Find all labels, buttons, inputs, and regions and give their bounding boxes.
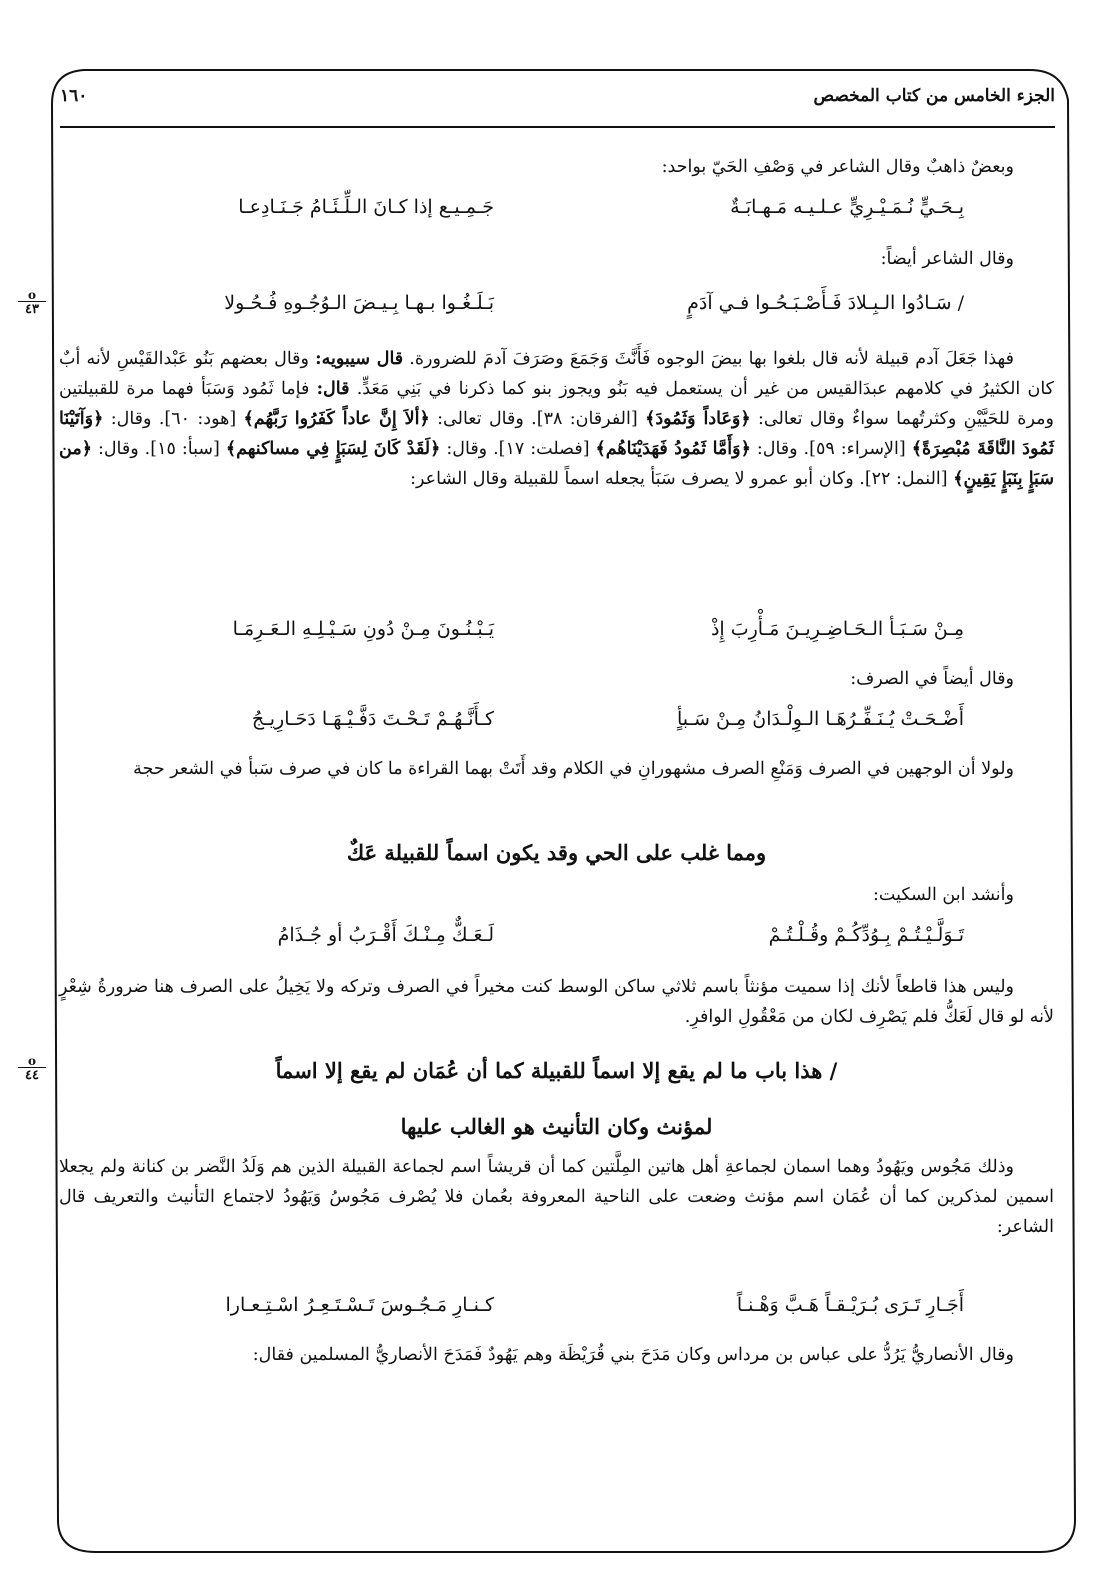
section-heading: / هذا باب ما لم يقع إلا اسماً للقبيلة كما أن عُمَان لم يقع إلا اسماً xyxy=(275,1058,838,1083)
verse xyxy=(59,1294,1054,1328)
verse-hemistich-second: لَـعَـكٌّ مِـنْـكَ أَقْـرَبُ أو جُـذَامُ xyxy=(277,924,494,946)
paragraph: وأنشد ابن السكيت: xyxy=(873,885,1014,905)
margin-page-marker: o ٤٤ xyxy=(14,1056,50,1083)
verse xyxy=(59,292,1054,326)
running-header xyxy=(60,86,1055,126)
section-heading: لمؤنث وكان التأنيث هو الغالب عليها xyxy=(400,1114,713,1139)
margin-page-marker: o ٤٣ xyxy=(14,290,50,317)
verse-hemistich-second: بَـلَـغُـوا بـهـا بِـيـضَ الـوُجُـوهِ فُـحُـولا xyxy=(224,292,494,314)
verse xyxy=(59,924,1054,958)
verse-hemistich-second: كـأَنَّـهُـمْ تَـحْـتَ دَفَّـيْـهَـا دَحَـارِيـجُ xyxy=(251,708,494,730)
page-number: ١٦٠ xyxy=(60,86,88,106)
verse xyxy=(59,196,1054,230)
paragraph: ولولا أن الوجهين في الصرف وَمَنْعِ الصرف مشهورانِ في الكلام وقد أَتَتْ بهما القراءة ما كان في صرف سَبأ في الشعر حجة xyxy=(133,759,1014,779)
verse-hemistich-first: أَجَـارِ تَـرَى بُـرَيْـقـاً هَـبَّ وَهْـنـاً xyxy=(736,1294,964,1316)
verse-hemistich-second: جَـمِـيـع إذا كـانَ الـلِّـئَـامُ جَـنَـادِعـا xyxy=(238,196,494,218)
paragraph: وبعضٌ ذاهبٌ وقال الشاعر في وَصْفِ الحَيّ بواحد: xyxy=(661,157,1014,177)
verse-hemistich-first: بِـحَـيٍّ نُـمَـيْـرِيٍّ عـلـيـه مَـهـابَـةٌ xyxy=(730,196,964,218)
verse-hemistich-first: مِـنْ سَـبَـأ الـحَـاضِـرِيـنَ مَـأْرِبَ إِذْ xyxy=(710,618,964,640)
paragraph: وقال الشاعر أيضاً: xyxy=(880,249,1014,269)
verse-hemistich-first: / سَـادُوا الـبِـلادَ فَـأَصْـبَـحُـوا فـي آدَمٍ xyxy=(687,292,964,314)
paragraph: وقال الأنصاريُّ يَرُدُّ على عباس بن مرداس وكان مَدَحَ بني قُرَيْظَة وهم يَهُودٌ فَمَدَحَ الأنصاريُّ المسلمين فقال: xyxy=(252,1345,1014,1365)
paragraph: وليس هذا قاطعاً لأنك إذا سميت مؤنثاً باسم ثلاثي ساكن الوسط كنت مخيراً في الصرف وتركه ولا يَخِيلُ على الصرف هنا ضرورةُ شِعْرٍ لأنه لو قال لَعَكُّ فلم يَصْرِف لكان من مَعْقُولِ الوافرِ. xyxy=(59,977,1054,1027)
book-title: الجزء الخامس من كتاب المخصص xyxy=(813,86,1055,106)
paragraph: وذلك مَجُوس ويَهُودُ وهما اسمان لجماعةِ أهل هاتين المِلَّتين كما أن قريشاً اسم لجماعة القبيلة الذين هم وَلَدُ النَّضر بن كنانة ولم يجعلا اسمين لمذكرين كما أن عُمَان اسم مؤنث وضعت على الناحية المعروفة بعُمان فلا يُصْرف مَجُوسُ وَيَهُودُ لاجتماع التأنيث والتعريف قال الشاعر: xyxy=(59,1157,1054,1237)
verse-hemistich-second: يَـبْـنُـونَ مِـنْ دُونِ سَـيْـلِـهِ الـعَـرِمَـا xyxy=(232,618,494,640)
header-rule xyxy=(60,126,1055,128)
paragraph: فهذا جَعَلَ آدم قبيلة لأنه قال بلغوا بها بيضَ الوجوه فَأَنَّثَ وَجَمَعَ وصَرَفَ آدمَ للضرورة. قال سيبويه: وقال بعضهم بَنُو عَبْدالقَيْسِ لأنه أبٌ كان الكثيرُ في كلامهم عبدَالقيس من غير أن يستعمل فيه بَنُو ويجوز بنو كما ذكرنا في بَنِي مَعَدٍّ. قال: فإما ثَمُود وَسَبَأ فهما مرة للقبيلتين ومرة للحَيَّيْنِ وكثرتُهما سواءٌ وقال تعالى: ﴿وَعَاداً وَثَمُودَ﴾ [الفرقان: ٣٨]. وقال تعالى: ﴿ألاَ إِنَّ عاداً كَفَرُوا رَبَّهُم﴾ [هود: ٦٠]. وقال: ﴿وَآتَيْنَا ثَمُودَ النَّاقَةَ مُبْصِرَةً﴾ [الإسراء: ٥٩]. وقال: ﴿وَأَمَّا ثَمُودُ فَهَدَيْنَاهُم﴾ [فصلت: ١٧]. وقال: ﴿لَقَدْ كَانَ لِسَبَإٍ فِي مساكنهم﴾ [سبأ: ١٥]. وقال: ﴿من سَبَإٍ بِنَبَإٍ يَقِينٍ﴾ [النمل: ٢٢]. وكان أبو عمرو لا يصرف سَبَأ يجعله اسماً للقبيلة وقال الشاعر: xyxy=(59,349,1054,489)
verse-hemistich-first: أَضْـحَـتْ يُـنَـفِّـرُهَـا الـوِلْـدَانُ مِـنْ سَـبأٍ xyxy=(676,708,964,730)
verse-hemistich-first: تَـوَلَّـيْـتُـمْ بِـوُدِّكُـمْ وقُـلْـتُـمْ xyxy=(768,924,964,946)
verse xyxy=(59,708,1054,742)
paragraph: وقال أيضاً في الصرف: xyxy=(850,669,1014,689)
verse-hemistich-second: كـنـارِ مَـجُـوسَ تَـسْـتَـعِـرُ اسْـتِـعـارا xyxy=(225,1294,494,1316)
section-heading: ومما غلب على الحي وقد يكون اسماً للقبيلة عَكٌ xyxy=(346,840,767,865)
verse xyxy=(59,618,1054,652)
